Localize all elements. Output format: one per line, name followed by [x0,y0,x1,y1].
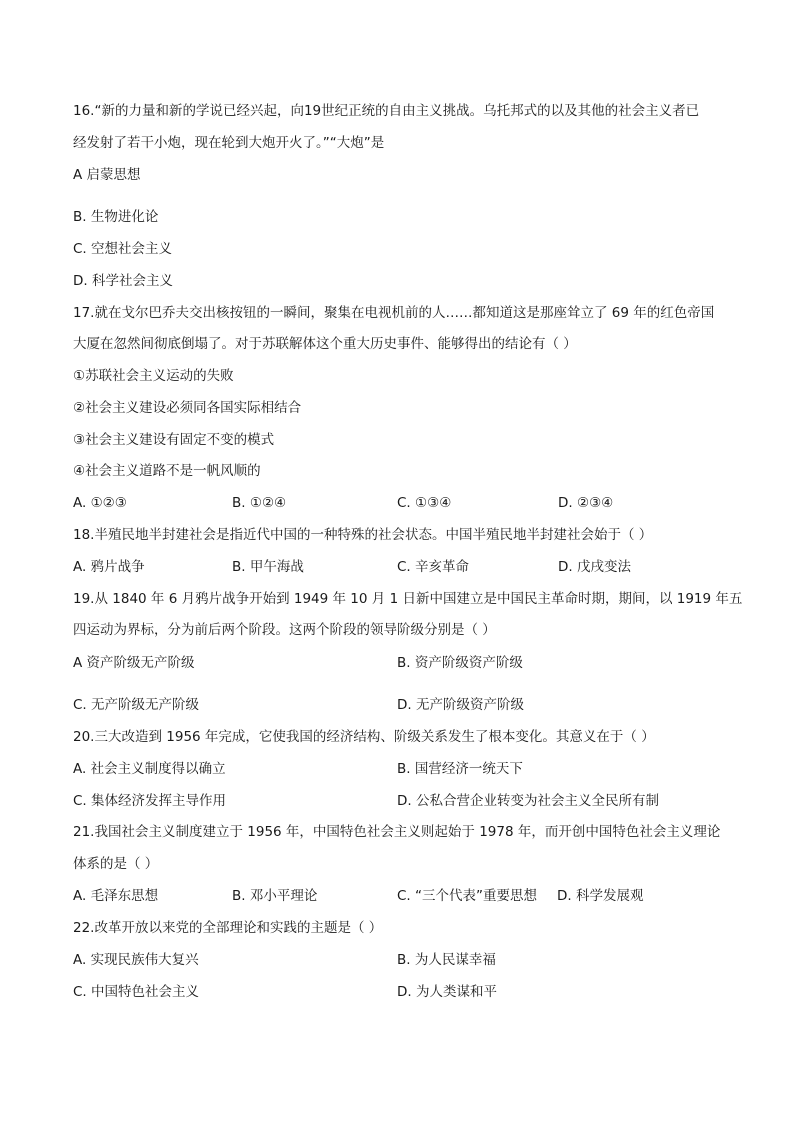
q17-stem-line-2: 大厦在忽然间彻底倒塌了。对于苏联解体这个重大历史事件、能够得出的结论有（ ） [73,336,577,352]
q17-statement-2: ②社会主义建设必须同各国实际相结合 [73,400,302,416]
q16-stem-line-1: 16.“新的力量和新的学说已经兴起，向19世纪正统的自由主义挑战。乌托邦式的以及其他的社会主义者已 [73,103,700,119]
q16-option-c: C. 空想社会主义 [73,241,173,257]
q17-option-a: A. ①②③ [73,495,127,511]
q22-option-b: B. 为人民谋幸福 [397,952,496,968]
q21-stem-line-1: 21.我国社会主义制度建立于 1956 年，中国特色社会主义则起始于 1978 年，而开创中国特色社会主义理论 [73,824,721,840]
q18-option-b: B. 甲午海战 [232,559,304,575]
q20-option-c: C. 集体经济发挥主导作用 [73,793,227,809]
q17-option-b: B. ①②④ [232,495,287,511]
q21-option-a: A. 毛泽东思想 [73,888,159,904]
q22-option-a: A. 实现民族伟大复兴 [73,952,199,968]
q19-option-b: B. 资产阶级资产阶级 [397,655,523,671]
q22-option-c: C. 中国特色社会主义 [73,984,200,1000]
q19-stem-line-2: 四运动为界标，分为前后两个阶段。这两个阶段的领导阶级分别是（ ） [73,622,496,638]
q21-option-d: D. 科学发展观 [557,888,644,904]
q19-stem-line-1: 19.从 1840 年 6 月鸦片战争开始到 1949 年 10 月 1 日新中国建立是中国民主革命时期，期间，以 1919 年五 [73,591,743,607]
q20-option-a: A. 社会主义制度得以确立 [73,761,226,777]
q17-statement-4: ④社会主义道路不是一帆风顺的 [73,463,261,479]
q18-option-c: C. 辛亥革命 [397,559,470,575]
q17-option-c: C. ①③④ [397,495,452,511]
q16-option-b: B. 生物进化论 [73,209,159,225]
q16-option-d: D. 科学社会主义 [73,273,173,289]
q16-option-a: A 启蒙思想 [73,167,141,183]
q20-stem-line-1: 20.三大改造到 1956 年完成，它使我国的经济结构、阶级关系发生了根本变化。其意义在于（ ） [73,729,655,745]
q16-stem-line-2: 经发射了若干小炮，现在轮到大炮开火了。”“大炮”是 [73,135,385,151]
q20-option-b: B. 国营经济一统天下 [397,761,523,777]
q17-option-d: D. ②③④ [558,495,614,511]
q17-stem-line-1: 17.就在戈尔巴乔夫交出核按钮的一瞬间，聚集在电视机前的人……都知道这是那座耸立了 69 年的红色帝国 [73,305,715,321]
q22-stem-line-1: 22.改革开放以来党的全部理论和实践的主题是（ ） [73,920,383,936]
q21-option-b: B. 邓小平理论 [232,888,318,904]
q18-stem-line-1: 18.半殖民地半封建社会是指近代中国的一种特殊的社会状态。中国半殖民地半封建社会始于（ ） [73,527,653,543]
q17-statement-3: ③社会主义建设有固定不变的模式 [73,432,275,448]
q18-option-a: A. 鸦片战争 [73,559,145,575]
q17-statement-1: ①苏联社会主义运动的失败 [73,368,234,384]
q20-option-d: D. 公私合营企业转变为社会主义全民所有制 [397,793,659,809]
q18-option-d: D. 戊戌变法 [558,559,631,575]
q21-stem-line-2: 体系的是（ ） [73,856,159,872]
q19-option-a: A 资产阶级无产阶级 [73,655,195,671]
q22-option-d: D. 为人类谋和平 [397,984,497,1000]
q21-option-c: C. “三个代表”重要思想 [397,888,537,904]
q19-option-c: C. 无产阶级无产阶级 [73,697,200,713]
q19-option-d: D. 无产阶级资产阶级 [397,697,524,713]
